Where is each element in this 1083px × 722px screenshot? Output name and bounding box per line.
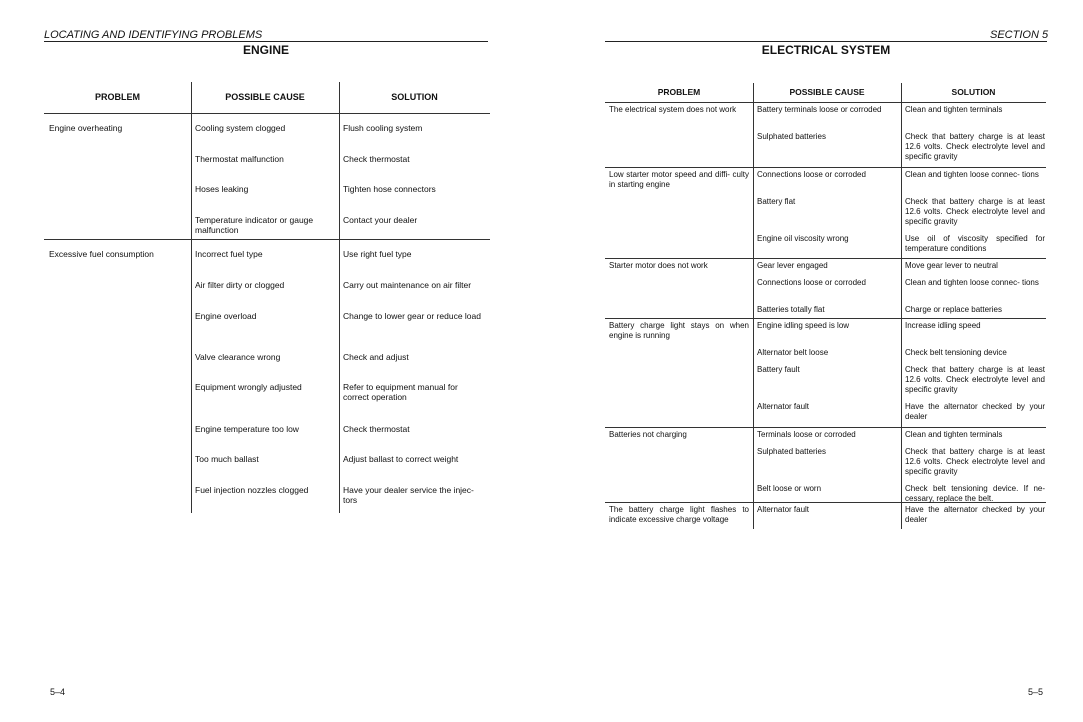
- problem-cell: Batteries not charging: [609, 430, 687, 439]
- page-number: 5–5: [1028, 687, 1044, 697]
- column-divider: [339, 82, 340, 113]
- column-header-solution: SOLUTION: [391, 92, 438, 102]
- solution-cell: Carry out maintenance on air filter: [343, 280, 472, 290]
- table-row: [44, 445, 490, 476]
- column-divider: [753, 259, 754, 318]
- solution-cell: Check thermostat: [343, 424, 410, 434]
- table-row: [605, 195, 1046, 232]
- running-header: LOCATING AND IDENTIFYING PROBLEMS: [44, 29, 263, 41]
- column-divider: [901, 259, 902, 318]
- problem-cell: Engine overheating: [49, 123, 123, 133]
- solution-cell: Use right fuel type: [343, 249, 412, 259]
- problem-group: [605, 259, 1046, 319]
- cause-cell: Connections loose or corroded: [757, 170, 866, 179]
- cause-cell: Too much ballast: [195, 454, 259, 464]
- solution-cell: Have the alternator checked by your dealer: [905, 505, 1045, 524]
- table-row: [605, 259, 1046, 276]
- table-row: [605, 445, 1046, 482]
- solution-cell: Check and adjust: [343, 352, 409, 362]
- column-divider: [901, 83, 902, 102]
- table-row: [605, 319, 1046, 346]
- problem-cell: The electrical system does not work: [609, 105, 737, 114]
- solution-cell: Check that battery charge is at least 12.6 volts. Check electrolyte level and specific gravity: [905, 197, 1045, 226]
- cause-cell: Belt loose or worn: [757, 484, 822, 493]
- table-row: [605, 428, 1046, 445]
- solution-cell: Check that battery charge is at least 12.6 volts. Check electrolyte level and specific gravity: [905, 365, 1045, 394]
- table-row: [605, 303, 1046, 318]
- solution-cell: Increase idling speed: [905, 321, 981, 330]
- problem-group: [605, 428, 1046, 503]
- solution-cell: Tighten hose connectors: [343, 184, 436, 194]
- problem-group: [605, 319, 1046, 428]
- table-header-row: [605, 83, 1046, 103]
- column-divider: [753, 168, 754, 258]
- solution-cell: Have your dealer service the injec- tors: [343, 485, 474, 505]
- table-row: [605, 232, 1046, 258]
- column-header-possible-cause: POSSIBLE CAUSE: [789, 87, 865, 97]
- problem-cell: Low starter motor speed and diffi- culty in starting engine: [609, 170, 749, 189]
- cause-cell: Alternator fault: [757, 402, 810, 411]
- column-divider: [339, 240, 340, 513]
- column-divider: [339, 114, 340, 239]
- cause-cell: Hoses leaking: [195, 184, 249, 194]
- column-divider: [753, 503, 754, 529]
- problem-cell: Battery charge light stays on when engine is running: [609, 321, 749, 340]
- table-row: [605, 346, 1046, 363]
- right-page: [541, 0, 1083, 722]
- cause-cell: Fuel injection nozzles clogged: [195, 485, 309, 495]
- column-divider: [753, 428, 754, 502]
- column-divider: [191, 114, 192, 239]
- cause-cell: Battery flat: [757, 197, 796, 206]
- problem-group: [605, 168, 1046, 259]
- table-row: [44, 271, 490, 302]
- cause-cell: Sulphated batteries: [757, 132, 826, 141]
- cause-cell: Engine idling speed is low: [757, 321, 850, 330]
- table-header-row: [44, 82, 490, 114]
- solution-cell: Clean and tighten loose connec- tions: [905, 170, 1039, 179]
- column-divider: [901, 103, 902, 167]
- problem-group: [605, 103, 1046, 168]
- cause-cell: Cooling system clogged: [195, 123, 286, 133]
- problem-group: [605, 503, 1046, 529]
- solution-cell: Contact your dealer: [343, 215, 418, 225]
- cause-cell: Valve clearance wrong: [195, 352, 281, 362]
- table-row: [44, 476, 490, 513]
- solution-cell: Check that battery charge is at least 12.6 volts. Check electrolyte level and specific gravity: [905, 132, 1045, 161]
- cause-cell: Engine oil viscosity wrong: [757, 234, 849, 243]
- column-header-problem: PROBLEM: [657, 87, 701, 97]
- table-row: [605, 400, 1046, 427]
- table-row: [44, 343, 490, 373]
- left-page: [0, 0, 541, 722]
- table-row: [605, 503, 1046, 529]
- solution-cell: Clean and tighten terminals: [905, 430, 1003, 439]
- table-row: [605, 103, 1046, 130]
- section-title: ENGINE: [242, 43, 289, 57]
- column-divider: [901, 503, 902, 529]
- electrical-troubleshooting-table: [605, 83, 1046, 529]
- solution-cell: Adjust ballast to correct weight: [343, 454, 459, 464]
- problem-group: [44, 114, 490, 240]
- column-divider: [191, 240, 192, 513]
- column-divider: [191, 82, 192, 113]
- header-rule: [44, 41, 488, 42]
- cause-cell: Battery fault: [757, 365, 800, 374]
- column-divider: [753, 83, 754, 102]
- cause-cell: Engine overload: [195, 311, 257, 321]
- solution-cell: Clean and tighten loose connec- tions: [905, 278, 1039, 287]
- page-number: 5–4: [50, 687, 66, 697]
- engine-troubleshooting-table: [44, 82, 490, 513]
- table-row: [44, 415, 490, 445]
- cause-cell: Temperature indicator or gauge malfunction: [195, 215, 314, 235]
- column-header-possible-cause: POSSIBLE CAUSE: [225, 92, 305, 102]
- header-rule: [605, 41, 1047, 42]
- problem-group: [44, 240, 490, 513]
- table-row: [44, 373, 490, 415]
- column-header-problem: PROBLEM: [95, 92, 140, 102]
- solution-cell: Flush cooling system: [343, 123, 423, 133]
- cause-cell: Alternator belt loose: [757, 348, 829, 357]
- solution-cell: Check thermostat: [343, 154, 410, 164]
- cause-cell: Incorrect fuel type: [195, 249, 263, 259]
- column-divider: [753, 103, 754, 167]
- table-row: [44, 145, 490, 175]
- solution-cell: Check belt tensioning device. If ne- cessary, replace the belt.: [905, 484, 1045, 503]
- cause-cell: Thermostat malfunction: [195, 154, 284, 164]
- column-divider: [901, 168, 902, 258]
- table-row: [605, 130, 1046, 167]
- running-header: SECTION 5: [990, 29, 1049, 41]
- cause-cell: Equipment wrongly adjusted: [195, 382, 302, 392]
- cause-cell: Engine temperature too low: [195, 424, 299, 434]
- table-row: [44, 206, 490, 239]
- table-row: [44, 240, 490, 271]
- solution-cell: Use oil of viscosity specified for temperature conditions: [905, 234, 1045, 253]
- problem-cell: The battery charge light flashes to indicate excessive charge voltage: [609, 505, 749, 524]
- solution-cell: Have the alternator checked by your dealer: [905, 402, 1045, 421]
- table-row: [44, 302, 490, 343]
- cause-cell: Gear lever engaged: [757, 261, 828, 270]
- table-row: [605, 276, 1046, 303]
- solution-cell: Move gear lever to neutral: [905, 261, 998, 270]
- table-row: [605, 363, 1046, 400]
- column-divider: [901, 428, 902, 502]
- cause-cell: Batteries totally flat: [757, 305, 825, 314]
- table-row: [44, 114, 490, 145]
- solution-cell: Charge or replace batteries: [905, 305, 1002, 314]
- table-row: [605, 168, 1046, 195]
- section-title: ELECTRICAL SYSTEM: [761, 43, 891, 57]
- cause-cell: Battery terminals loose or corroded: [757, 105, 882, 114]
- column-divider: [753, 319, 754, 427]
- solution-cell: Check that battery charge is at least 12.6 volts. Check electrolyte level and specific gravity: [905, 447, 1045, 476]
- cause-cell: Sulphated batteries: [757, 447, 826, 456]
- problem-cell: Excessive fuel consumption: [49, 249, 154, 259]
- solution-cell: Clean and tighten terminals: [905, 105, 1003, 114]
- solution-cell: Refer to equipment manual for correct operation: [343, 382, 458, 402]
- cause-cell: Terminals loose or corroded: [757, 430, 856, 439]
- solution-cell: Change to lower gear or reduce load: [343, 311, 481, 321]
- cause-cell: Connections loose or corroded: [757, 278, 866, 287]
- solution-cell: Check belt tensioning device: [905, 348, 1007, 357]
- table-row: [44, 175, 490, 206]
- problem-cell: Starter motor does not work: [609, 261, 708, 270]
- cause-cell: Air filter dirty or clogged: [195, 280, 285, 290]
- cause-cell: Alternator fault: [757, 505, 810, 514]
- column-divider: [901, 319, 902, 427]
- column-header-solution: SOLUTION: [951, 87, 996, 97]
- table-row: [605, 482, 1046, 502]
